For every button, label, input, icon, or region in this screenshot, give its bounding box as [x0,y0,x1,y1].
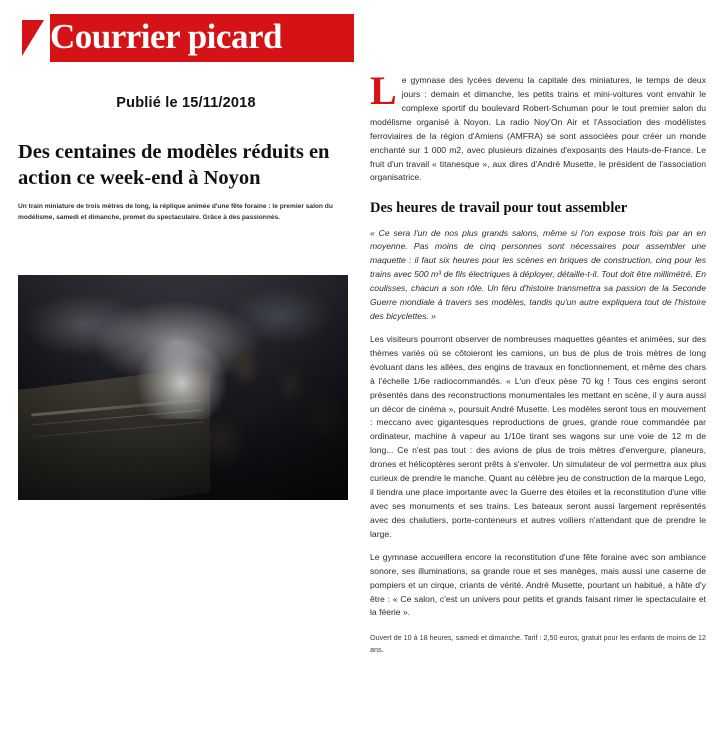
standfirst: Un train miniature de trois mètres de long, la réplique animée d'une fête foraine : le premier salon du modélisme, samedi et dimanche, promet du spectaculaire. Grâce à des passionnés. [18,203,333,221]
body-paragraph-4: Le gymnase accueillera encore la reconstitution d'une fête foraine avec son ambiance sonore, ses illuminations, sa grande roue et ses manèges, mais aussi une caserne de pompiers et un cirque, criants de vérité. André Musette, pourtant un habitué, a hâte d'y être : « Ce salon, c'est un univers pour petits et grands faisant rimer le spectaculaire et la féerie ». [370,551,706,618]
body-paragraph-1 [370,68,706,185]
photo-vignette [18,275,348,500]
body-paragraph-2: « Ce sera l'un de nos plus grands salons, même si l'on expose trois fois par an en moyenne. Pas moins de cinq personnes sont nécessaires pour assembler une maquette : il faut six heures pour les scènes en briques de construction, cinq pour les trains avec 500 m³ de fils électriques à déployer, détaille-t-il. Tout doit être millimétré. En coulisses, chacun a son rôle. Un féru d'histoire transmettra sa passion de la Seconde Guerre mondiale à travers ses modèles, tandis qu'un autre expliquera tout de l'histoire des bicyclettes. » [370,227,706,322]
photo-image [18,275,348,500]
page-title: Des centaines de modèles réduits en action ce week-end à Noyon [18,141,330,190]
drop-cap: L [370,68,397,113]
masthead-title: Courrier picard [50,17,282,56]
right-column [370,68,706,655]
practical-info: Ouvert de 10 à 18 heures, samedi et dimanche. Tarif : 2,50 euros, gratuit pour les enfants de moins de 12 ans. [370,633,706,654]
model-train-exhibition-photo [18,275,348,500]
body-paragraph-1-text: e gymnase des lycées devenu la capitale des miniatures, le temps de deux jours : demain et dimanche, les petits trains et mini-voitures vont envahir le complexe sportif du boulevard Robert-Schuman pour le tout premier salon du modélisme organisé à Noyon. La radio Noy'On Air et l'Association des modélistes ferroviaires de la région d'Amiens (AMFRA) se sont associées pour créer un monde enchanté sur 1 000 m2, avec plusieurs dizaines d'exposants des Hauts-de-France. Le fruit d'un travail « titanesque », aux dires d'André Musette, le président de l'association organisatrice. [370,75,706,183]
left-column [10,80,362,223]
publication-date: Publié le 15/11/2018 [116,95,256,111]
masthead [16,14,354,62]
section-subheading: Des heures de travail pour tout assembler [370,200,628,217]
red-flag-icon [16,14,50,62]
body-paragraph-3: Les visiteurs pourront observer de nombreuses maquettes géantes et animées, sur des thèmes variés où se côtoieront les camions, un bus de plus de trois mètres de long évoluant dans les allées, des engins de travaux en fonctionnement, et même des chars à l'échelle 1/6e radiocommandés. « L'un d'eux pèse 70 kg ! Tous ces engins seront présentés dans des reconstructions monumentales les mettant en scène, il y aura aussi un décor de cinéma », poursuit André Musette. Les modèles seront tous en mouvement : meccano avec gigantesques reproductions de grues, grande roue commandée par ordinateur, machine à vapeur au 1/10e tirant ses wagons sur une voie de 12 m de long... Ce n'est pas tout : des avions de plus de trois mètres d'envergure, planeurs, drones et hélicoptères seront prêts à s'envoler. Un simulateur de vol permettra aux plus curieux de prendre le manche. Quant au célèbre jeu de construction de la marque Lego, il tiendra une place importante avec la Guerre des étoiles et la reconstitution d'une ville avec ses monuments et ses trains. Les bateaux seront aussi largement représentés avec des chalutiers, porte-conteneurs et autres voiliers n'attendant que de prendre le large. [370,333,706,539]
